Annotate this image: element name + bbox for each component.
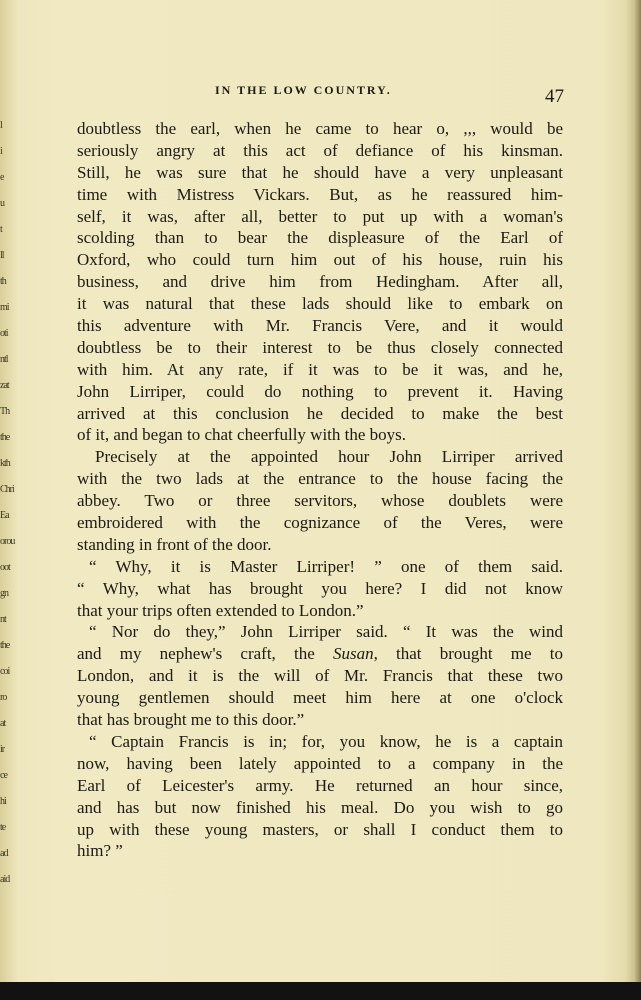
text-line: doubtless the earl, when he came to hear o, ,,, would be	[77, 119, 563, 138]
margin-fragment: nt	[0, 614, 6, 625]
margin-fragment: the	[0, 432, 10, 443]
text-line: arrived at this conclusion he decided to make the best	[77, 403, 563, 423]
margin-fragment: at	[0, 718, 6, 729]
margin-fragment: Th	[0, 406, 10, 417]
text-line: abbey. Two or three servitors, whose doublets were	[77, 491, 563, 511]
margin-fragment: oti	[0, 328, 8, 339]
margin-fragment: ir	[0, 744, 5, 755]
margin-fragment: oot	[0, 562, 10, 573]
text-line: Oxford, who could turn him out of his house, ruin his	[77, 250, 563, 270]
margin-fragment: ntl	[0, 354, 8, 365]
text-line: London, and it is the will of Mr. Francis that these two	[77, 666, 563, 686]
margin-fragment: aid	[0, 874, 10, 885]
text-line: that has brought me to this door.”	[77, 710, 305, 730]
text-line: scolding than to bear the displeasure of the Earl of	[77, 228, 563, 248]
margin-fragment: kth	[0, 458, 10, 469]
text-line: him? ”	[77, 841, 123, 861]
text-line: “ Why, what has brought you here? I did not know	[77, 578, 563, 598]
text-line: time with Mistress Vickars. But, as he reassured him-	[77, 184, 563, 204]
text-line: business, and drive him from Hedingham. After all,	[77, 272, 563, 292]
ship-name: Susan	[332, 644, 374, 664]
margin-fragment: ad	[0, 848, 8, 859]
margin-fragment: ro	[0, 692, 7, 703]
margin-fragment: l	[0, 120, 2, 131]
text-line: up with these young masters, or shall I conduct them to	[77, 819, 563, 839]
scan-bottom-band	[0, 982, 641, 1000]
margin-fragment: i	[0, 146, 2, 157]
text-line: Precisely at the appointed hour John Lirriper arrived	[95, 447, 563, 467]
running-head: IN THE LOW COUNTRY.	[215, 83, 392, 97]
margin-fragment: hi	[0, 796, 6, 807]
page-edge-shadow	[635, 0, 641, 1000]
text-line: seriously angry at this act of defiance of his kinsman.	[77, 140, 563, 160]
margin-fragment: te	[0, 822, 6, 833]
margin-fragment: ll	[0, 250, 4, 261]
body-text	[77, 118, 563, 862]
text-line: “ Nor do they,” John Lirriper said. “ It was the wind	[89, 622, 563, 642]
margin-fragment: e	[0, 172, 4, 183]
margin-fragment: coi	[0, 666, 10, 677]
margin-fragment: th	[0, 276, 6, 287]
text-line: Earl of Leicester's army. He returned an hour since,	[77, 775, 563, 795]
text-line: Still, he was sure that he should have a very unpleasant	[77, 162, 563, 182]
page-number: 47	[545, 86, 564, 107]
margin-fragment: orou	[0, 536, 15, 547]
text-line: embroidered with the cognizance of the Veres, were	[77, 513, 563, 533]
facing-page-margin	[0, 90, 16, 885]
text-line: “ Captain Francis is in; for, you know, he is a captain	[89, 731, 563, 751]
margin-fragment: t	[0, 224, 2, 235]
text-line: John Lirriper, could do nothing to prevent it. Having	[77, 381, 563, 401]
margin-fragment: ce	[0, 770, 7, 781]
margin-fragment: zat	[0, 380, 9, 391]
margin-fragment: Ea	[0, 510, 9, 521]
margin-fragment: gn	[0, 588, 8, 599]
text-line: that your trips often extended to London.”	[77, 600, 364, 620]
text-line: young gentlemen should meet him here at one o'clock	[77, 688, 563, 708]
margin-fragment: the	[0, 640, 10, 651]
text-line: standing in front of the door.	[77, 534, 272, 554]
margin-fragment: Chri	[0, 484, 14, 495]
text-line: and has but now finished his meal. Do you wish to go	[77, 797, 563, 817]
text-line: of it, and began to chat cheerfully with the boys.	[77, 425, 407, 445]
margin-fragment: u	[0, 198, 4, 209]
text-line: “ Why, it is Master Lirriper! ” one of them said.	[89, 556, 563, 576]
text-line: this adventure with Mr. Francis Vere, and it would	[77, 316, 563, 336]
text-line: it was natural that these lads should like to embark on	[77, 294, 563, 314]
text-line: and my nephew's craft, the Susan, that brought me to	[77, 644, 563, 664]
text-line: with him. At any rate, if it was to be it was, and he,	[77, 359, 563, 379]
text-line: self, it was, after all, better to put up with a woman's	[77, 206, 563, 226]
text-line: now, having been lately appointed to a company in the	[77, 753, 563, 773]
text-line: doubtless be to their interest to be thus closely connected	[77, 337, 563, 357]
margin-fragment: mi	[0, 302, 9, 313]
text-line: with the two lads at the entrance to the house facing the	[77, 469, 563, 489]
